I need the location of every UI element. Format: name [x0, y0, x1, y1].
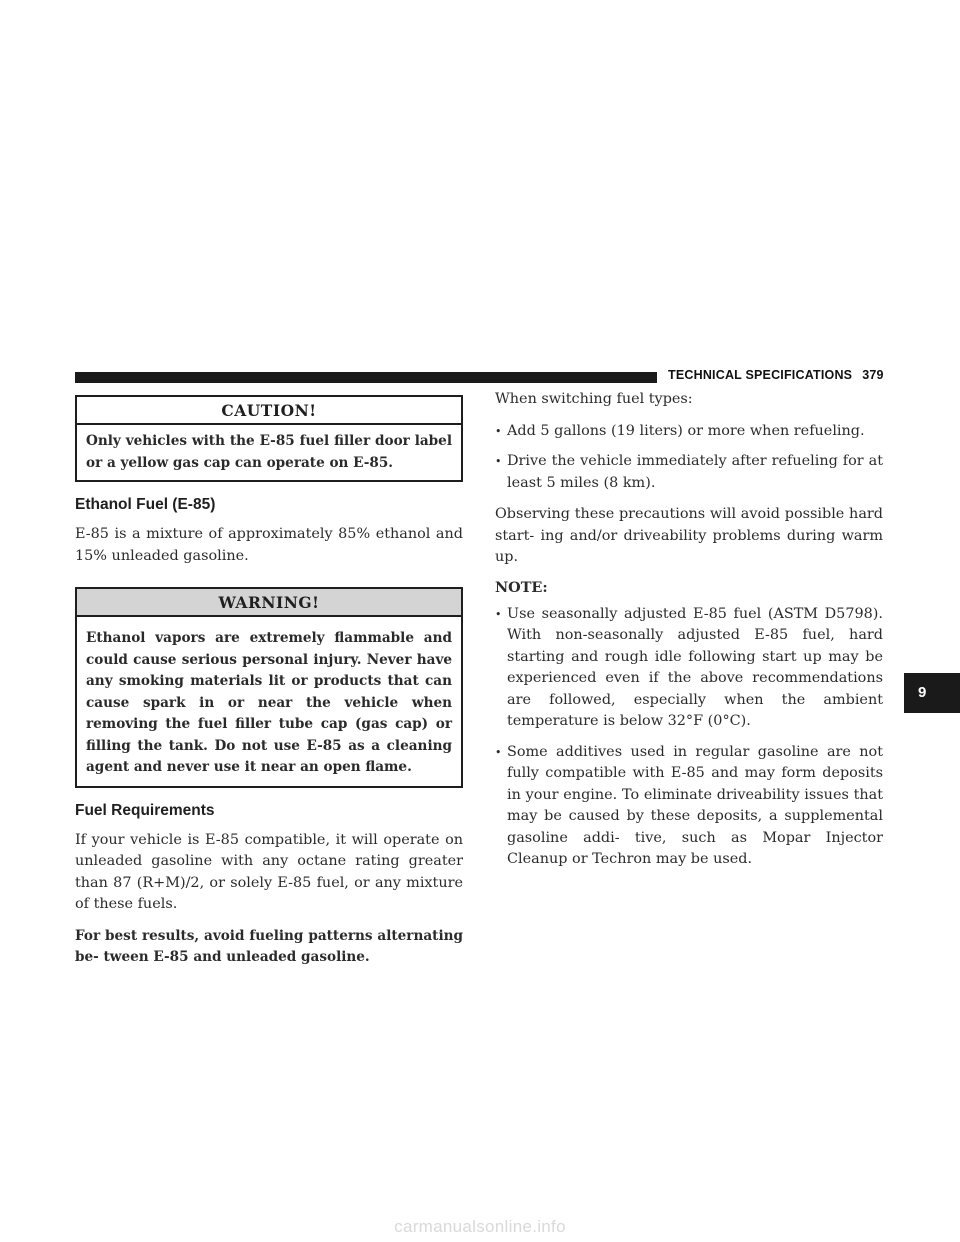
note-list — [495, 604, 883, 871]
warning-text: Ethanol vapors are extremely flammable and could cause serious personal injury. Never have any smoking materials lit or products that can cause spark in or near the vehicle when removing the fuel filler tube cap (gas cap) or filling the tank. Do not use E-85 as a cleaning agent and never use it near an open flame. — [86, 630, 452, 775]
switching-list — [495, 421, 883, 495]
list-item-text: Drive the vehicle immediately after refueling for at least 5 miles (8 km). — [507, 453, 883, 491]
precautions-text: Observing these precautions will avoid possible hard start- ing and/or driveability problems during warm up. — [495, 506, 883, 565]
ethanol-fuel-text: E-85 is a mixture of approximately 85% ethanol and 15% unleaded gasoline. — [75, 526, 463, 564]
chapter-tab: 9 — [904, 673, 960, 713]
warning-box — [75, 587, 463, 788]
left-column — [75, 395, 463, 979]
right-column — [495, 389, 883, 881]
warning-title: WARNING! — [77, 589, 461, 617]
header-rule — [75, 372, 657, 383]
ethanol-fuel-heading: Ethanol Fuel (E-85) — [75, 496, 216, 513]
page-number: 379 — [862, 368, 884, 382]
bullet-icon: • — [495, 745, 502, 759]
note-label: NOTE: — [495, 578, 548, 596]
fuel-requirements-text: If your vehicle is E-85 compatible, it will operate on unleaded gasoline with any octane rating greater than 87 (R+M)/2, or solely E-85 fuel, or any mixture of these fuels. — [75, 831, 463, 912]
fuel-requirements-bold-text: For best results, avoid fueling patterns alternating be- tween E-85 and unleaded gasoline. — [75, 927, 463, 965]
list-item — [495, 421, 883, 443]
list-item-text: Use seasonally adjusted E-85 fuel (ASTM D5798). With non-seasonally adjusted E-85 fuel, hard starting and rough idle following start up may be experienced even if the above recommendations are followed, especially when the ambient temperature is below 32°F (0°C). — [507, 605, 883, 729]
list-item-text: Add 5 gallons (19 liters) or more when refueling. — [507, 422, 865, 439]
fuel-requirements-heading: Fuel Requirements — [75, 801, 215, 819]
list-item-text: Some additives used in regular gasoline are not fully compatible with E-85 and may form deposits in your engine. To eliminate driveability issues that may be caused by these deposits, a supplemental gasoline addi- tive, such as Mopar Injector Cleanup or Techron may be used. — [507, 743, 883, 867]
watermark: carmanualsonline.info — [394, 1217, 566, 1236]
list-item — [495, 604, 883, 733]
caution-title: CAUTION! — [77, 397, 461, 425]
section-title: TECHNICAL SPECIFICATIONS — [668, 368, 853, 382]
bullet-icon: • — [495, 455, 502, 468]
bullet-icon: • — [495, 607, 502, 621]
bullet-icon: • — [495, 424, 502, 438]
caution-box — [75, 395, 463, 482]
list-item — [495, 742, 883, 871]
caution-text: Only vehicles with the E-85 fuel filler door label or a yellow gas cap can operate on E-85. — [86, 433, 452, 471]
running-header — [668, 368, 884, 388]
switching-intro: When switching fuel types: — [495, 391, 693, 407]
list-item — [495, 451, 883, 494]
